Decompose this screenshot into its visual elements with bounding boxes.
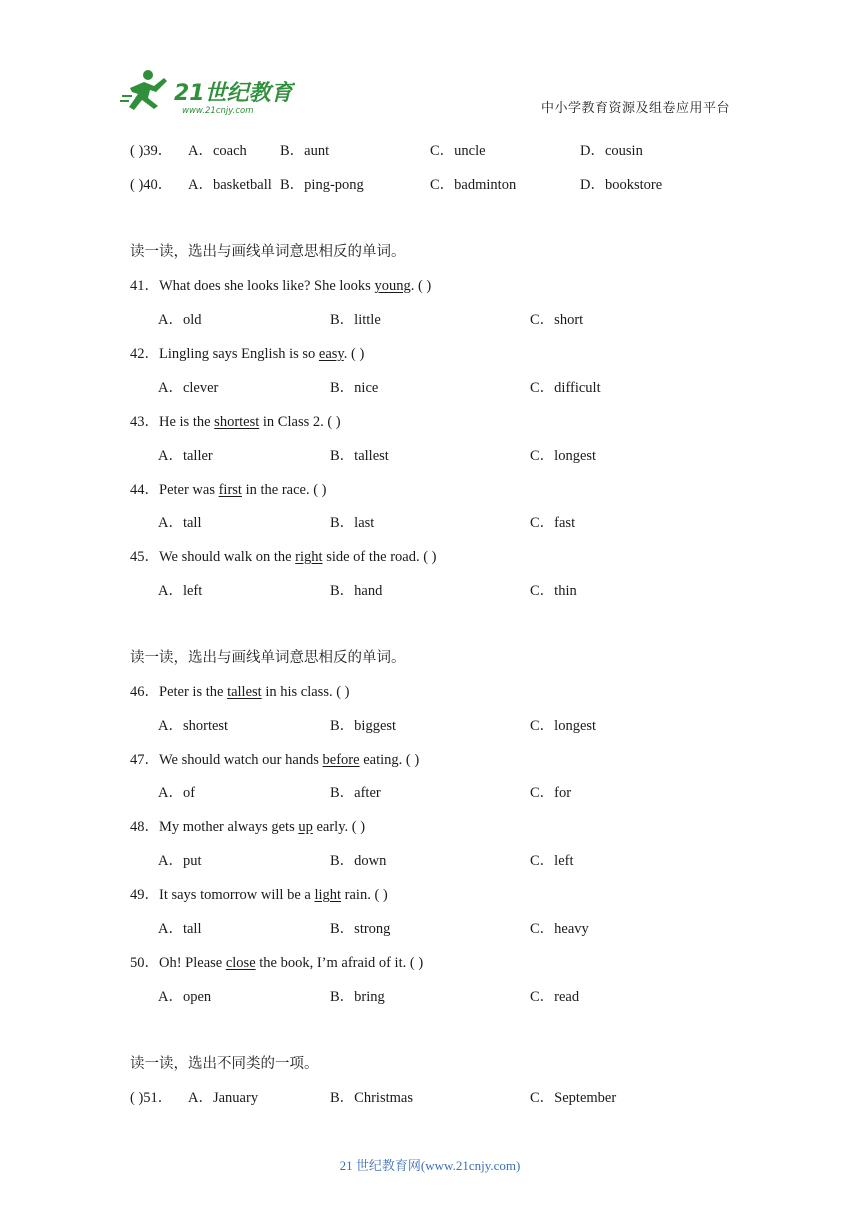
underlined-word: young (374, 278, 411, 294)
underlined-word: light (314, 887, 342, 903)
question-50-option-b: B．bring (330, 989, 385, 1005)
underlined-word: before (322, 752, 360, 768)
question-42-option-c: C．difficult (530, 380, 601, 396)
question-39-option-c: C．uncle (430, 143, 486, 159)
underlined-word: easy (318, 346, 344, 362)
question-43-stem: 43．He is the shortest in Class 2. ( ) (130, 414, 341, 430)
section-instruction-1: 读一读，选出与画线单词意思相反的单词。 (130, 244, 406, 260)
underlined-word: right (295, 549, 323, 565)
logo-21cnjy (120, 66, 295, 116)
question-42-option-a: A．clever (158, 380, 219, 396)
question-49-stem: 49．It says tomorrow will be a light rain. ( ) (130, 887, 388, 903)
question-46-option-a: A．shortest (158, 718, 229, 734)
question-48-option-c: C．left (530, 853, 574, 869)
question-51-number: ( )51． (130, 1090, 173, 1106)
question-40-number: ( )40． (130, 177, 173, 193)
question-46-option-b: B．biggest (330, 718, 397, 734)
question-39-number: ( )39． (130, 143, 173, 159)
question-49-option-c: C．heavy (530, 921, 589, 937)
question-42-stem: 42．Lingling says English is so easy. ( ) (130, 346, 365, 362)
underlined-word: shortest (214, 414, 260, 430)
question-39-option-d: D．cousin (580, 143, 643, 159)
question-44-option-b: B．last (330, 515, 375, 531)
question-44-option-c: C．fast (530, 515, 576, 531)
question-45-stem: 45．We should walk on the right side of the road. ( ) (130, 549, 437, 565)
question-44-option-a: A．tall (158, 515, 202, 531)
question-46-stem: 46．Peter is the tallest in his class. ( ) (130, 684, 350, 700)
question-40-option-a: A．basketball (188, 177, 272, 193)
svg-text:www.21cnjy.com: www.21cnjy.com (182, 106, 254, 116)
question-47-option-a: A．of (158, 785, 196, 801)
question-41-stem: 41．What does she looks like? She looks young. ( ) (130, 278, 432, 294)
question-43-option-c: C．longest (530, 448, 597, 464)
question-41-option-c: C．short (530, 312, 584, 328)
page-footer[interactable]: 21 世纪教育网(www.21cnjy.com) (339, 1158, 521, 1173)
question-42-option-b: B．nice (330, 380, 379, 396)
svg-text:21世纪教育: 21世纪教育 (174, 81, 293, 106)
question-39-option-b: B．aunt (280, 143, 330, 159)
question-47-option-c: C．for (530, 785, 572, 801)
question-51-option-b: B．Christmas (330, 1090, 413, 1106)
question-45-option-b: B．hand (330, 583, 383, 599)
section-instruction-2: 读一读，选出与画线单词意思相反的单词。 (130, 650, 406, 666)
question-40-option-c: C．badminton (430, 177, 517, 193)
platform-title: 中小学教育资源及组卷应用平台 (540, 100, 730, 115)
question-40-option-b: B．ping-pong (280, 177, 364, 193)
question-46-option-c: C．longest (530, 718, 597, 734)
question-50-option-c: C．read (530, 989, 580, 1005)
underlined-word: close (225, 955, 256, 971)
question-50-stem: 50．Oh! Please close the book, I’m afraid of it. ( ) (130, 955, 424, 971)
question-40-option-d: D．bookstore (580, 177, 663, 193)
question-48-option-a: A．put (158, 853, 202, 869)
underlined-word: up (298, 819, 313, 835)
question-48-stem: 48．My mother always gets up early. ( ) (130, 819, 366, 835)
question-50-option-a: A．open (158, 989, 212, 1005)
underlined-word: first (218, 482, 242, 498)
question-44-stem: 44．Peter was first in the race. ( ) (130, 482, 327, 498)
question-51-option-a: A．January (188, 1090, 259, 1106)
question-45-option-c: C．thin (530, 583, 577, 599)
question-49-option-a: A．tall (158, 921, 202, 937)
question-45-option-a: A．left (158, 583, 203, 599)
underlined-word: tallest (227, 684, 262, 700)
question-47-option-b: B．after (330, 785, 381, 801)
question-48-option-b: B．down (330, 853, 387, 869)
question-43-option-a: A．taller (158, 448, 213, 464)
section-instruction-3: 读一读，选出不同类的一项。 (130, 1056, 319, 1072)
question-49-option-b: B．strong (330, 921, 391, 937)
question-41-option-a: A．old (158, 312, 202, 328)
page-header (120, 66, 740, 118)
question-47-stem: 47．We should watch our hands before eating. ( ) (130, 752, 420, 768)
question-39-option-a: A．coach (188, 143, 247, 159)
question-43-option-b: B．tallest (330, 448, 389, 464)
question-41-option-b: B．little (330, 312, 381, 328)
question-51-option-c: C．September (530, 1090, 617, 1106)
